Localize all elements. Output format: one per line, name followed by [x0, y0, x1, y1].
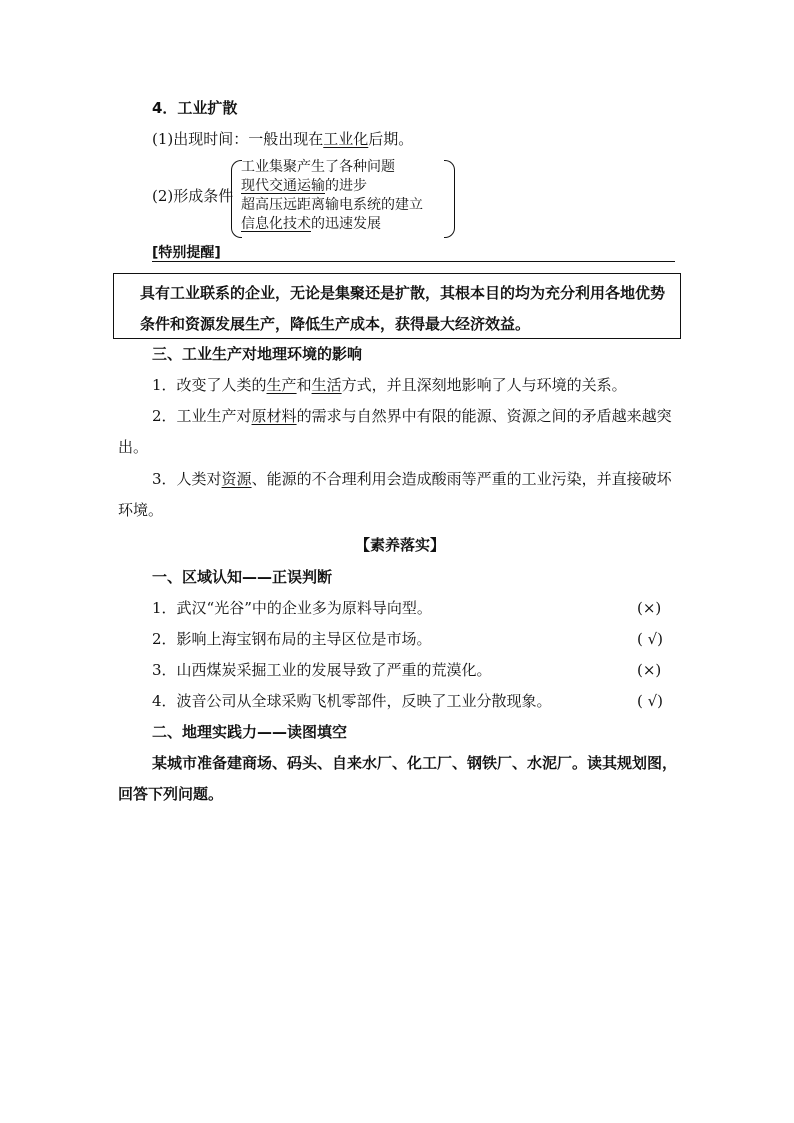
map-reading-heading: 二、地理实践力——读图填空 — [152, 723, 348, 741]
special-tip-rule — [152, 261, 675, 262]
appearance-time-line — [152, 129, 413, 149]
section-heading-industrial-diffusion: 4．工业扩散 — [152, 99, 238, 117]
appearance-time-suffix: 后期。 — [368, 130, 414, 148]
special-tip-box — [113, 273, 681, 339]
impact-paragraph-3: 3．人类对资源、能源的不合理利用会造成酸雨等严重的工业污染，并直接破坏环境。 — [118, 470, 672, 519]
condition-item: 现代交通运输的进步 — [241, 178, 367, 194]
formation-conditions-list — [241, 158, 451, 234]
special-tip-text: 具有工业联系的企业，无论是集聚还是扩散，其根本目的均为充分利用各地优势条件和资源发展生产，降低生产成本，获得最大经济效益。 — [140, 284, 666, 333]
impact-paragraph-2: 2．工业生产对原材料的需求与自然界中有限的能源、资源之间的矛盾越来越突出。 — [118, 407, 672, 456]
condition-item: 工业集聚产生了各种问题 — [241, 159, 395, 175]
true-false-item-2: 2．影响上海宝钢布局的主导区位是市场。 — [152, 630, 432, 648]
true-false-heading: 一、区域认知——正误判断 — [152, 568, 333, 586]
condition-item: 超高压远距离输电系统的建立 — [241, 197, 423, 213]
condition-item: 信息化技术的迅速发展 — [241, 216, 381, 232]
true-false-item-4: 4．波音公司从全球采购飞机零部件，反映了工业分散现象。 — [152, 692, 552, 710]
practice-title: 【素养落实】 — [355, 536, 446, 554]
appearance-time-key: 工业化 — [323, 130, 369, 148]
answer-mark-3: (×) — [637, 661, 662, 679]
appearance-time-prefix: (1)出现时间：一般出现在 — [152, 130, 324, 148]
map-reading-prompt: 某城市准备建商场、码头、自来水厂、化工厂、钢铁厂、水泥厂。读其规划图，回答下列问题。 — [118, 754, 678, 803]
right-brace — [444, 160, 455, 238]
answer-mark-2: ( √) — [637, 630, 664, 648]
impact-paragraph-1: 1．改变了人类的生产和生活方式，并且深刻地影响了人与环境的关系。 — [152, 376, 627, 394]
true-false-item-1: 1．武汉“光谷”中的企业多为原料导向型。 — [152, 599, 432, 617]
formation-conditions-label: (2)形成条件 — [152, 187, 234, 205]
section-heading-industrial-impact: 三、工业生产对地理环境的影响 — [152, 345, 363, 363]
true-false-item-3: 3．山西煤炭采掘工业的发展导致了严重的荒漠化。 — [152, 661, 492, 679]
answer-mark-4: ( √) — [637, 692, 664, 710]
answer-mark-1: (×) — [637, 599, 662, 617]
special-tip-label: [特别提醒] — [152, 245, 221, 261]
